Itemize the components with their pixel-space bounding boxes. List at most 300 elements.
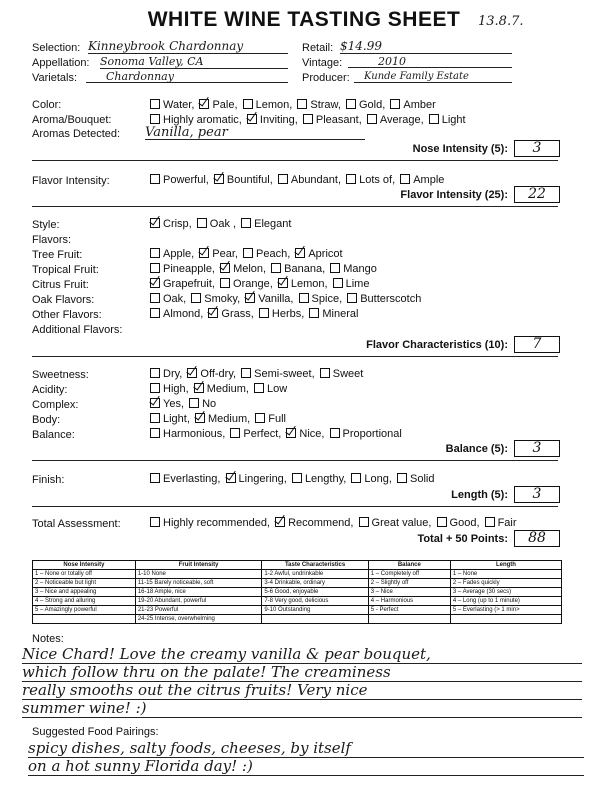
producer-label: Producer:: [302, 72, 350, 84]
checkbox-label: Orange,: [233, 278, 273, 290]
checkbox[interactable]: [150, 308, 160, 318]
checkbox[interactable]: [191, 293, 201, 303]
checkbox-option[interactable]: [187, 368, 236, 380]
checkbox-label: Highly aromatic,: [163, 114, 242, 126]
legend-header: Taste Characteristics: [262, 561, 368, 570]
checkbox-option[interactable]: [150, 413, 190, 425]
legend-cell: 24-25 Intense, overwhelming: [135, 615, 262, 624]
checkbox-label: Perfect,: [243, 428, 282, 440]
checkbox[interactable]: [150, 473, 160, 483]
checkbox[interactable]: [199, 248, 209, 258]
checkbox-option[interactable]: [303, 114, 362, 126]
body-options: [150, 413, 288, 425]
section-divider: [32, 160, 558, 161]
section-divider: [32, 356, 558, 357]
checkbox-option[interactable]: [150, 248, 194, 260]
balance-options: [150, 428, 404, 440]
checkbox[interactable]: [199, 99, 209, 109]
checkbox[interactable]: [367, 114, 377, 124]
checkbox-option[interactable]: [241, 218, 291, 230]
checkbox[interactable]: [189, 398, 199, 408]
checkbox-label: Fair: [497, 517, 517, 529]
checkbox[interactable]: [309, 308, 319, 318]
checkbox-option[interactable]: [189, 398, 216, 410]
checkbox[interactable]: [194, 383, 204, 393]
checkbox[interactable]: [150, 174, 160, 184]
checkbox-option[interactable]: [330, 428, 402, 440]
body-label: Body:: [32, 414, 61, 426]
checkbox-option[interactable]: [320, 368, 364, 380]
checkbox-label: Low: [267, 383, 288, 395]
checkbox-option[interactable]: [241, 368, 315, 380]
legend-cell: 1-2 Awful, undrinkable: [262, 570, 368, 579]
checkbox[interactable]: [150, 263, 160, 273]
checkbox[interactable]: [351, 473, 361, 483]
notes-line[interactable]: summer wine! :): [22, 700, 582, 718]
checkbox-label: Smoky,: [204, 293, 241, 305]
legend-row: [33, 597, 562, 606]
checkbox[interactable]: [195, 413, 205, 423]
total-score-label: Total + 50 Points:: [417, 533, 508, 545]
checkbox-option[interactable]: [278, 278, 328, 290]
checkbox-label: Mineral: [322, 308, 359, 320]
finish-label: Finish:: [32, 474, 65, 486]
checkbox-label: Grapefruit,: [163, 278, 215, 290]
tropical-fruit-options: [150, 263, 379, 275]
checkbox-option[interactable]: [255, 413, 286, 425]
checkbox-label: Peach,: [256, 248, 291, 260]
checkbox-option[interactable]: [351, 473, 392, 485]
checkbox[interactable]: [241, 218, 251, 228]
varietals-label: Varietals:: [32, 72, 78, 84]
checkbox-option[interactable]: [191, 293, 240, 305]
checkbox-option[interactable]: [245, 293, 293, 305]
flavor-score-label: Flavor Intensity (25):: [400, 189, 508, 201]
notes-line[interactable]: Nice Chard! Love the creamy vanilla & pear bouquet,: [22, 646, 582, 664]
pairings-line[interactable]: on a hot sunny Florida day! :): [28, 758, 584, 776]
vintage-label: Vintage:: [302, 57, 343, 69]
checkbox[interactable]: [295, 248, 305, 258]
balance-score-label: Balance (5):: [445, 443, 508, 455]
checkbox-option[interactable]: [367, 114, 424, 126]
producer-field[interactable]: Kunde Family Estate: [354, 70, 512, 83]
legend-cell: 5-6 Good, enjoyable: [262, 588, 368, 597]
selection-field[interactable]: Kinneybrook Chardonnay: [88, 40, 288, 54]
checkbox-label: Light: [441, 114, 466, 126]
checkbox-option[interactable]: [220, 263, 266, 275]
checkbox-option[interactable]: [286, 428, 324, 440]
legend-row: [33, 579, 562, 588]
checkbox[interactable]: [278, 174, 288, 184]
checkbox[interactable]: [150, 293, 160, 303]
checkbox-label: Water,: [163, 99, 195, 111]
checkbox-option[interactable]: [230, 428, 281, 440]
total-score-box[interactable]: 88: [514, 530, 560, 547]
complex-options: [150, 398, 218, 410]
checkbox-label: Lengthy,: [304, 473, 347, 485]
legend-cell: [450, 615, 561, 624]
section-divider: [32, 506, 558, 507]
checkbox-label: Gold,: [359, 99, 386, 111]
checkbox-option[interactable]: [220, 278, 273, 290]
checkbox-label: Spice,: [311, 293, 343, 305]
retail-field[interactable]: $14.99: [340, 40, 512, 54]
legend-cell: 1-10 None: [135, 570, 262, 579]
checkbox-option[interactable]: [275, 517, 353, 529]
checkbox[interactable]: [197, 218, 207, 228]
legend-cell: [262, 615, 368, 624]
tasting-date: 13.8.7.: [478, 14, 524, 29]
notes-label: Notes:: [32, 633, 64, 645]
checkbox[interactable]: [330, 263, 340, 273]
checkbox-option[interactable]: [150, 263, 215, 275]
legend-cell: [33, 615, 136, 624]
checkbox[interactable]: [247, 114, 257, 124]
checkbox-label: Grass,: [221, 308, 254, 320]
checkbox[interactable]: [330, 428, 340, 438]
checkbox-option[interactable]: [333, 278, 370, 290]
appellation-label: Appellation:: [32, 57, 90, 69]
checkbox[interactable]: [292, 473, 302, 483]
checkbox-option[interactable]: [208, 308, 253, 320]
checkbox[interactable]: [390, 99, 400, 109]
oak-flavors-label: Oak Flavors:: [32, 294, 95, 306]
checkbox[interactable]: [150, 99, 160, 109]
checkbox[interactable]: [150, 248, 160, 258]
legend-cell: 21-23 Powerful: [135, 606, 262, 615]
checkbox-option[interactable]: [359, 517, 432, 529]
checkbox-option[interactable]: [299, 293, 343, 305]
checkbox-label: Lemon,: [255, 99, 293, 111]
checkbox[interactable]: [150, 278, 160, 288]
checkbox[interactable]: [243, 99, 253, 109]
checkbox-label: Straw,: [310, 99, 341, 111]
food-pairings-label: Suggested Food Pairings:: [32, 726, 159, 738]
selection-label: Selection:: [32, 42, 81, 54]
checkbox[interactable]: [254, 383, 264, 393]
checkbox[interactable]: [230, 428, 240, 438]
section-divider: [32, 206, 558, 207]
complex-label: Complex:: [32, 399, 79, 411]
aroma-label: Aroma/Bouquet:: [32, 114, 112, 126]
checkbox-label: Almond,: [163, 308, 204, 320]
checkbox[interactable]: [303, 114, 313, 124]
checkbox[interactable]: [278, 278, 288, 288]
legend-cell: 2 – Slightly off: [368, 579, 450, 588]
notes-line[interactable]: which follow thru on the palate! The creaminess: [22, 664, 582, 682]
legend-cell: 3 – Average (30 secs): [450, 588, 561, 597]
checkbox-label: Amber: [403, 99, 436, 111]
checkbox-option[interactable]: [150, 368, 182, 380]
checkbox-option[interactable]: [243, 248, 290, 260]
checkbox[interactable]: [150, 218, 160, 228]
tree-fruit-options: [150, 248, 345, 260]
legend-cell: 1 – Completely off: [368, 570, 450, 579]
flavor-score-box[interactable]: 22: [514, 186, 560, 203]
flavor-intensity-label: Flavor Intensity:: [32, 175, 110, 187]
legend-cell: 19-20 Abundant, powerful: [135, 597, 262, 606]
checkbox-label: Inviting,: [259, 114, 298, 126]
tree-fruit-label: Tree Fruit:: [32, 249, 83, 261]
other-flavors-label: Other Flavors:: [32, 309, 102, 321]
checkbox-option[interactable]: [150, 473, 220, 485]
checkbox-label: Oak,: [163, 293, 187, 305]
checkbox-option[interactable]: [271, 263, 325, 275]
additional-flavors-label: Additional Flavors:: [32, 324, 123, 336]
legend-cell: 9-10 Outstanding: [262, 606, 368, 615]
checkbox-label: Melon,: [233, 263, 267, 275]
legend-cell: 4 – Harmonious: [368, 597, 450, 606]
checkbox-option[interactable]: [292, 473, 346, 485]
legend-row: [33, 588, 562, 597]
checkbox-label: Crisp,: [163, 218, 192, 230]
checkbox[interactable]: [297, 99, 307, 109]
checkbox-label: Lots of,: [359, 174, 396, 186]
checkbox-option[interactable]: [309, 308, 358, 320]
checkbox-option[interactable]: [437, 517, 480, 529]
legend-header: Length: [450, 561, 561, 570]
characteristics-score-label: Flavor Characteristics (10):: [366, 339, 508, 351]
checkbox-label: Pale,: [212, 99, 238, 111]
checkbox-label: Nice,: [299, 428, 325, 440]
checkbox[interactable]: [397, 473, 407, 483]
checkbox[interactable]: [347, 293, 357, 303]
checkbox-option[interactable]: [390, 99, 435, 111]
checkbox-label: Banana,: [284, 263, 326, 275]
other-flavors-options: [150, 308, 360, 320]
checkbox[interactable]: [150, 517, 160, 527]
checkbox-label: Butterscotch: [360, 293, 422, 305]
checkbox-option[interactable]: [150, 517, 270, 529]
checkbox-option[interactable]: [150, 99, 194, 111]
balance-score-box[interactable]: 3: [514, 440, 560, 457]
checkbox-option[interactable]: [150, 308, 203, 320]
legend-cell: 2 – Noticeable but light: [33, 579, 136, 588]
legend-cell: 1 – None or totally off: [33, 570, 136, 579]
sweetness-options: [150, 368, 365, 380]
balance-label: Balance:: [32, 429, 75, 441]
legend-cell: 5 - Perfect: [368, 606, 450, 615]
checkbox-option[interactable]: [150, 428, 225, 440]
legend-cell: 5 – Everlasting (> 1 min>: [450, 606, 561, 615]
varietals-field[interactable]: Chardonnay: [86, 70, 288, 83]
checkbox-option[interactable]: [347, 293, 421, 305]
legend-cell: 4 – Strong and alluring: [33, 597, 136, 606]
checkbox[interactable]: [243, 248, 253, 258]
checkbox-option[interactable]: [150, 174, 209, 186]
appellation-field[interactable]: Sonoma Valley, CA: [100, 55, 288, 69]
checkbox-label: Powerful,: [163, 174, 209, 186]
checkbox[interactable]: [214, 174, 224, 184]
checkbox-label: Recommend,: [288, 517, 354, 529]
notes-line[interactable]: really smooths out the citrus fruits! Very nice: [22, 682, 582, 700]
checkbox-option[interactable]: [197, 218, 236, 230]
section-divider: [32, 460, 558, 461]
checkbox-option[interactable]: [397, 473, 434, 485]
checkbox-label: Vanilla,: [258, 293, 294, 305]
pairings-line[interactable]: spicy dishes, salty foods, cheeses, by itself: [28, 740, 584, 758]
checkbox[interactable]: [346, 99, 356, 109]
checkbox[interactable]: [485, 517, 495, 527]
legend-cell: 4 – Long (up to 1 minute): [450, 597, 561, 606]
flavor-intensity-options: [150, 174, 446, 186]
citrus-fruit-label: Citrus Fruit:: [32, 279, 89, 291]
checkbox-option[interactable]: [330, 263, 377, 275]
checkbox[interactable]: [150, 428, 160, 438]
checkbox[interactable]: [150, 383, 160, 393]
checkbox[interactable]: [150, 413, 160, 423]
checkbox-label: Ample: [413, 174, 445, 186]
checkbox-label: Apricot: [308, 248, 343, 260]
checkbox-label: Harmonious,: [163, 428, 226, 440]
checkbox-option[interactable]: [195, 413, 250, 425]
checkbox[interactable]: [400, 174, 410, 184]
checkbox-option[interactable]: [243, 99, 293, 111]
checkbox-option[interactable]: [247, 114, 298, 126]
legend-header-row: [33, 561, 562, 570]
legend-header: Balance: [368, 561, 450, 570]
legend-cell: [368, 615, 450, 624]
checkbox-label: Medium,: [207, 413, 251, 425]
length-score-box[interactable]: 3: [514, 486, 560, 503]
nose-score-box[interactable]: 3: [514, 140, 560, 157]
checkbox-label: Semi-sweet,: [254, 368, 315, 380]
checkbox[interactable]: [150, 368, 160, 378]
tropical-fruit-label: Tropical Fruit:: [32, 264, 99, 276]
aromas-detected-label: Aromas Detected:: [32, 128, 121, 140]
legend-header: Fruit Intensity: [135, 561, 262, 570]
checkbox-option[interactable]: [194, 383, 249, 395]
legend-cell: 5 – Amazingly powerful: [33, 606, 136, 615]
checkbox-option[interactable]: [226, 473, 287, 485]
retail-label: Retail:: [302, 42, 334, 54]
checkbox[interactable]: [150, 114, 160, 124]
flavors-label: Flavors:: [32, 234, 72, 246]
aromas-detected-field[interactable]: Vanilla, pear: [145, 126, 365, 140]
checkbox-label: Medium,: [206, 383, 249, 395]
checkbox-label: Light,: [163, 413, 190, 425]
legend-cell: 3 – Nice: [368, 588, 450, 597]
checkbox-label: Average,: [379, 114, 424, 126]
checkbox-label: Yes,: [163, 398, 185, 410]
checkbox-label: Solid: [409, 473, 435, 485]
checkbox-option[interactable]: [259, 308, 304, 320]
checkbox-label: Elegant: [254, 218, 292, 230]
checkbox[interactable]: [437, 517, 447, 527]
checkbox-option[interactable]: [429, 114, 466, 126]
color-options: [150, 99, 438, 111]
checkbox-option[interactable]: [297, 99, 341, 111]
checkbox-option[interactable]: [254, 383, 287, 395]
vintage-field[interactable]: 2010: [348, 55, 512, 68]
legend-cell: 3-4 Drinkable, ordinary: [262, 579, 368, 588]
scoring-legend: [32, 560, 562, 624]
checkbox[interactable]: [150, 398, 160, 408]
checkbox-label: Long,: [364, 473, 392, 485]
checkbox[interactable]: [359, 517, 369, 527]
checkbox[interactable]: [271, 263, 281, 273]
checkbox-label: Oak ,: [209, 218, 237, 230]
checkbox-label: Pleasant,: [315, 114, 362, 126]
checkbox-option[interactable]: [278, 174, 341, 186]
checkbox-label: Off-dry,: [200, 368, 237, 380]
legend-cell: 2 – Fades quickly: [450, 579, 561, 588]
checkbox[interactable]: [333, 278, 343, 288]
acidity-options: [150, 383, 289, 395]
checkbox[interactable]: [299, 293, 309, 303]
checkbox-label: Abundant,: [290, 174, 342, 186]
checkbox[interactable]: [226, 473, 236, 483]
finish-options: [150, 473, 436, 485]
checkbox-option[interactable]: [150, 278, 215, 290]
checkbox[interactable]: [429, 114, 439, 124]
checkbox-label: Lingering,: [238, 473, 287, 485]
checkbox-option[interactable]: [346, 99, 385, 111]
legend-header: Nose Intensity: [33, 561, 136, 570]
checkbox-option[interactable]: [485, 517, 517, 529]
checkbox[interactable]: [220, 278, 230, 288]
checkbox-label: Lemon,: [290, 278, 328, 290]
citrus-fruit-options: [150, 278, 371, 290]
checkbox[interactable]: [346, 174, 356, 184]
acidity-label: Acidity:: [32, 384, 68, 396]
checkbox-option[interactable]: [295, 248, 342, 260]
checkbox[interactable]: [275, 517, 285, 527]
checkbox-option[interactable]: [150, 293, 186, 305]
oak-flavors-options: [150, 293, 423, 305]
checkbox-label: Mango: [343, 263, 377, 275]
checkbox-option[interactable]: [150, 218, 192, 230]
checkbox-label: Herbs,: [271, 308, 305, 320]
checkbox-label: No: [202, 398, 217, 410]
checkbox-label: Great value,: [371, 517, 432, 529]
checkbox-option[interactable]: [199, 248, 238, 260]
legend-cell: 11-15 Barely noticeable, soft: [135, 579, 262, 588]
checkbox-option[interactable]: [214, 174, 273, 186]
checkbox-option[interactable]: [150, 398, 184, 410]
checkbox[interactable]: [259, 308, 269, 318]
checkbox-option[interactable]: [346, 174, 395, 186]
checkbox-option[interactable]: [199, 99, 237, 111]
page-title: WHITE WINE TASTING SHEET: [147, 8, 461, 31]
checkbox-label: Pear,: [212, 248, 238, 260]
color-label: Color:: [32, 99, 62, 111]
checkbox[interactable]: [320, 368, 330, 378]
checkbox[interactable]: [245, 293, 255, 303]
checkbox[interactable]: [187, 368, 197, 378]
checkbox[interactable]: [255, 413, 265, 423]
total-assessment-options: [150, 517, 519, 529]
legend-cell: 16-18 Ample, nice: [135, 588, 262, 597]
checkbox[interactable]: [208, 308, 218, 318]
characteristics-score-box[interactable]: 7: [514, 336, 560, 353]
checkbox[interactable]: [286, 428, 296, 438]
checkbox-label: Pineapple,: [163, 263, 215, 275]
checkbox-option[interactable]: [400, 174, 444, 186]
legend-cell: 3 – Nice and appealing: [33, 588, 136, 597]
checkbox[interactable]: [241, 368, 251, 378]
nose-score-label: Nose Intensity (5):: [412, 143, 508, 155]
legend-row: [33, 615, 562, 624]
style-options: [150, 218, 293, 230]
checkbox-label: Dry,: [163, 368, 183, 380]
checkbox[interactable]: [220, 263, 230, 273]
checkbox-label: Proportional: [342, 428, 402, 440]
sweetness-label: Sweetness:: [32, 369, 89, 381]
length-score-label: Length (5):: [451, 489, 508, 501]
legend-cell: 1 – None: [450, 570, 561, 579]
checkbox-label: Everlasting,: [163, 473, 221, 485]
